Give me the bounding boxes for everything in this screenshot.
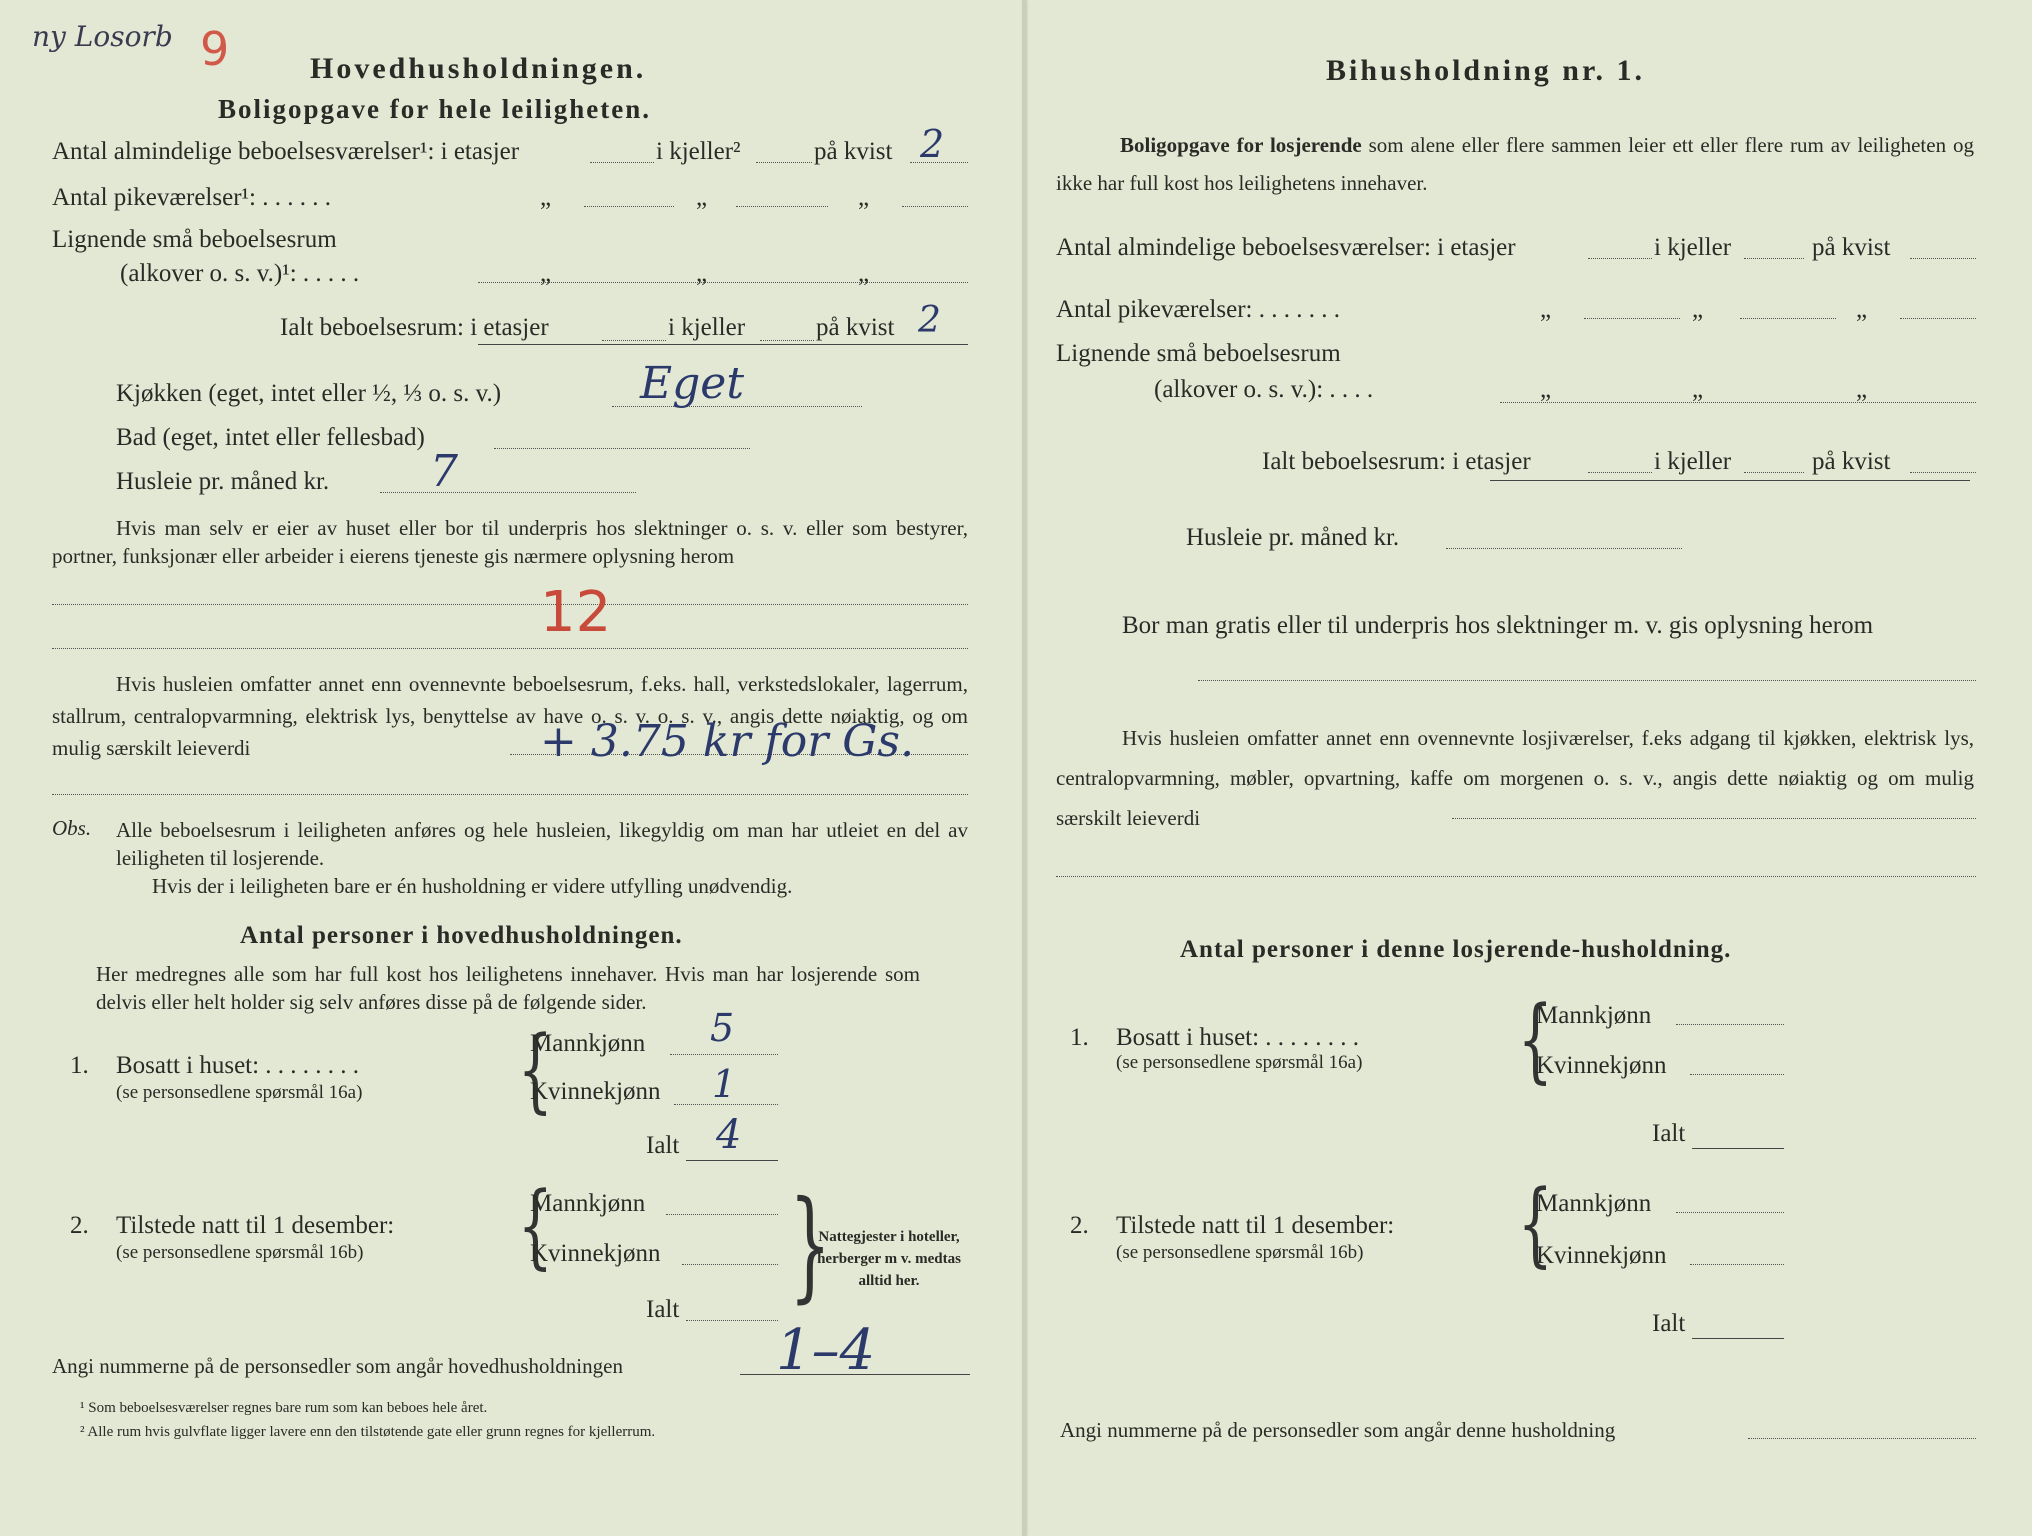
left-obs-text: Alle beboelsesrum i leiligheten anføres og hele husleien, likegyldig om man har utleiet en del av leiligheten til losjerende. — [116, 818, 968, 870]
right-q2-mann: Mannkjønn — [1536, 1190, 1652, 1217]
left-omfatter-line-2 — [52, 794, 968, 795]
right-q2-kvinne-line — [1690, 1264, 1784, 1265]
right-r3-ditto-3: „ — [1856, 376, 1868, 403]
right-omfatter-text: Hvis husleien omfatter annet enn ovennevnte losjiværelser, f.eks adgang til kjøkken, elektrisk lys, centralopvarmning, møbler, opvartning, kaffe om morgenen o. s. v., angis dette nøiaktig og om mulig særskilt leieverdi — [1056, 726, 1974, 830]
right-r3-line — [1500, 402, 1976, 403]
left-q2-kvinne-line — [682, 1264, 778, 1265]
left-q2-ialt: Ialt — [646, 1296, 680, 1323]
left-ialt-kjeller-line — [760, 340, 814, 341]
right-intro-bold: Boligopgave for losjerende — [1120, 133, 1362, 157]
left-red-number: 12 — [540, 580, 612, 645]
left-q2-brace: { — [517, 1172, 553, 1279]
right-r2-ditto-2: „ — [1692, 296, 1704, 323]
right-husleie-label: Husleie pr. måned kr. — [1186, 524, 1400, 551]
left-r3-label1: Lignende små beboelsesrum — [52, 226, 337, 253]
left-ialt-kjeller: i kjeller — [668, 314, 746, 341]
left-obs-text2: Hvis der i leiligheten bare er én husholdning er videre utfylling unødvendig. — [152, 874, 793, 898]
left-ialt-etasjer-line — [602, 340, 666, 341]
left-husleie-label: Husleie pr. måned kr. — [116, 468, 330, 495]
right-r2-line-2 — [1740, 318, 1836, 319]
left-q2-sub: (se personsedlene spørsmål 16b) — [116, 1242, 364, 1263]
left-r3-ditto-3: „ — [858, 260, 870, 287]
left-ialt-kvist-value: 2 — [918, 300, 941, 341]
left-r1-kjeller-line — [756, 162, 812, 163]
left-angi-value: 1–4 — [776, 1318, 876, 1383]
right-ialt-underline — [1490, 480, 1970, 481]
left-q1-kvinne-value: 1 — [712, 1062, 737, 1106]
right-gratis-text: Bor man gratis eller til underpris hos slektninger m. v. gis oplysning herom — [1122, 612, 1874, 639]
right-angi-line — [1748, 1438, 1976, 1439]
left-q2-mann-line — [666, 1214, 778, 1215]
left-q1-mann-value: 5 — [710, 1006, 735, 1050]
right-r2-line-1 — [1584, 318, 1680, 319]
left-q2-num: 2. — [70, 1212, 89, 1239]
left-q1-mann-line — [670, 1054, 778, 1055]
left-kjokken-label: Kjøkken (eget, intet eller ½, ⅓ o. s. v.) — [116, 380, 502, 407]
right-r1-kvist: på kvist — [1812, 234, 1891, 261]
left-footnote-1: ¹ Som beboelsesværelser regnes bare rum som kan beboes hele året. — [80, 1400, 488, 1416]
right-q1-kvinne-line — [1690, 1074, 1784, 1075]
right-q2-ialt-line — [1692, 1338, 1784, 1339]
left-ialt-underline — [478, 344, 968, 345]
right-angi-label: Angi nummerne på de personsedler som angår denne husholdning — [1060, 1418, 1616, 1442]
left-eier-line-2 — [52, 648, 968, 649]
right-q2-brace: { — [1517, 1170, 1553, 1277]
right-r2-line-3 — [1900, 318, 1976, 319]
right-ialt-label: Ialt beboelsesrum: i etasjer — [1262, 448, 1531, 475]
right-q2-sub: (se personsedlene spørsmål 16b) — [1116, 1242, 1364, 1263]
right-ialt-kvist: på kvist — [1812, 448, 1891, 475]
page-fold — [1022, 0, 1026, 1536]
right-r1-etasjer-line — [1588, 258, 1652, 259]
right-personer-title: Antal personer i denne losjerende-husholdning. — [1180, 936, 1732, 963]
right-r2-label: Antal pikeværelser: . . . . . . . — [1056, 296, 1340, 323]
left-r2-line-3 — [902, 206, 968, 207]
right-ialt-kvist-line — [1910, 472, 1976, 473]
margin-number: 9 — [200, 22, 230, 76]
left-r1-kjeller: i kjeller² — [656, 138, 741, 165]
left-angi-label: Angi nummerne på de personsedler som angår hovedhusholdningen — [52, 1354, 623, 1378]
right-gratis-line — [1198, 680, 1976, 681]
left-bad-label: Bad (eget, intet eller fellesbad) — [116, 424, 425, 451]
left-omfatter-text: Hvis husleien omfatter annet enn ovennevnte beboelsesrum, f.eks. hall, verkstedslokaler, lagerrum, stallrum, centralopvarmning, elektrisk lys, benyttelse av have o. s. v. o. s. v., angis dette nøiaktig, og om mulig særskilt leieverdi — [52, 672, 968, 760]
right-title: Bihusholdning nr. 1. — [1326, 54, 1646, 87]
left-personer-text: Her medregnes alle som har full kost hos leilighetens innehaver. Hvis man har losjerende som delvis eller helt holder sig selv anføres disse på de følgende sider. — [96, 962, 920, 1014]
right-r1-kvist-line — [1910, 258, 1976, 259]
right-omfatter-line-1 — [1452, 818, 1976, 819]
left-q1-ialt: Ialt — [646, 1132, 680, 1159]
right-q2-num: 2. — [1070, 1212, 1089, 1239]
left-r1-etasjer-line — [590, 162, 654, 163]
right-q2-ialt: Ialt — [1652, 1310, 1686, 1337]
right-r1-label: Antal almindelige beboelsesværelser: i etasjer — [1056, 234, 1516, 261]
right-q1-mann-line — [1676, 1024, 1784, 1025]
right-ialt-kjeller: i kjeller — [1654, 448, 1732, 475]
left-r2-ditto-1: „ — [540, 184, 552, 211]
right-ialt-kjeller-line — [1744, 472, 1804, 473]
left-husleie-value: 7 — [430, 446, 458, 497]
left-q1-brace: { — [517, 1016, 553, 1123]
left-footnote-2: ² Alle rum hvis gulvflate ligger lavere enn den tilstøtende gate eller grunn regnes for kjellerrum. — [80, 1424, 656, 1440]
margin-note: ny Losorb — [32, 20, 173, 53]
left-bad-line — [494, 448, 750, 449]
right-r3-ditto-1: „ — [1540, 376, 1552, 403]
right-q1-mann: Mannkjønn — [1536, 1002, 1652, 1029]
left-r1-label: Antal almindelige beboelsesværelser¹: i etasjer — [52, 138, 520, 165]
left-r1-kvist-value: 2 — [920, 122, 945, 166]
right-r1-kjeller-line — [1744, 258, 1804, 259]
left-ialt-kvist: på kvist — [816, 314, 895, 341]
right-q1-ialt: Ialt — [1652, 1120, 1686, 1147]
right-q1-ialt-line — [1692, 1148, 1784, 1149]
right-q1-label: Bosatt i huset: . . . . . . . . — [1116, 1024, 1360, 1051]
left-kjokken-value: Eget — [640, 358, 745, 409]
left-husleie-line — [380, 492, 636, 493]
left-ialt-label: Ialt beboelsesrum: i etasjer — [280, 314, 549, 341]
right-r2-ditto-3: „ — [1856, 296, 1868, 323]
left-q2-mann: Mannkjønn — [530, 1190, 646, 1217]
right-r3-label1: Lignende små beboelsesrum — [1056, 340, 1341, 367]
right-q1-num: 1. — [1070, 1024, 1089, 1051]
left-omfatter-value: + 3.75 kr for Gs. — [540, 716, 914, 767]
left-eier-line-1 — [52, 604, 968, 605]
left-q2-kvinne: Kvinnekjønn — [530, 1240, 661, 1267]
right-r3-label2: (alkover o. s. v.): . . . . — [1154, 376, 1374, 403]
left-r3-ditto-1: „ — [540, 260, 552, 287]
right-intro — [1056, 126, 1974, 202]
left-title: Hovedhusholdningen. — [310, 52, 647, 85]
right-husleie-line — [1446, 548, 1682, 549]
left-q2-ialt-line — [686, 1320, 778, 1321]
left-q2-label: Tilstede natt til 1 desember: — [116, 1212, 395, 1239]
left-r2-ditto-3: „ — [858, 184, 870, 211]
left-nattegjester-note: Nattegjester i hoteller, herberger m v. medtas alltid her. — [817, 1229, 961, 1289]
left-q1-label: Bosatt i huset: . . . . . . . . — [116, 1052, 360, 1079]
left-r3-line — [478, 282, 968, 283]
left-subtitle: Boligopgave for hele leiligheten. — [218, 94, 651, 124]
left-r2-ditto-2: „ — [696, 184, 708, 211]
right-r1-kjeller: i kjeller — [1654, 234, 1732, 261]
right-r3-ditto-2: „ — [1692, 376, 1704, 403]
left-r3-ditto-2: „ — [696, 260, 708, 287]
left-q1-sub: (se personsedlene spørsmål 16a) — [116, 1082, 363, 1103]
left-r2-line-2 — [736, 206, 828, 207]
right-ialt-etasjer-line — [1588, 472, 1652, 473]
left-r1-kvist: på kvist — [814, 138, 893, 165]
right-intro-text: som alene eller flere sammen leier ett eller flere rum av leiligheten og ikke har full kost hos leilighetens innehaver. — [1056, 133, 1974, 195]
right-r2-ditto-1: „ — [1540, 296, 1552, 323]
left-r3-label2: (alkover o. s. v.)¹: . . . . . — [120, 260, 360, 287]
left-q1-mann: Mannkjønn — [530, 1030, 646, 1057]
left-q2-right-brace: } — [789, 1176, 832, 1315]
left-q1-kvinne: Kvinnekjønn — [530, 1078, 661, 1105]
left-r2-line-1 — [584, 206, 674, 207]
right-q1-brace: { — [1517, 986, 1553, 1093]
left-personer-title: Antal personer i hovedhusholdningen. — [240, 922, 683, 949]
right-q2-mann-line — [1676, 1212, 1784, 1213]
left-q1-ialt-line — [686, 1160, 778, 1161]
right-q2-kvinne: Kvinnekjønn — [1536, 1242, 1667, 1269]
left-q1-num: 1. — [70, 1052, 89, 1079]
left-q1-ialt-value: 4 — [716, 1112, 742, 1158]
left-r2-label: Antal pikeværelser¹: . . . . . . — [52, 184, 331, 211]
left-eier-text: Hvis man selv er eier av huset eller bor til underpris hos slektninger o. s. v. eller som bestyrer, portner, funksjonær eller arbeider i eierens tjeneste gis nærmere oplysning herom — [52, 516, 968, 568]
right-omfatter-line-2 — [1056, 876, 1976, 877]
right-q1-kvinne: Kvinnekjønn — [1536, 1052, 1667, 1079]
right-q1-sub: (se personsedlene spørsmål 16a) — [1116, 1052, 1363, 1073]
left-obs-label: Obs. — [52, 816, 92, 840]
right-q2-label: Tilstede natt til 1 desember: — [1116, 1212, 1395, 1239]
